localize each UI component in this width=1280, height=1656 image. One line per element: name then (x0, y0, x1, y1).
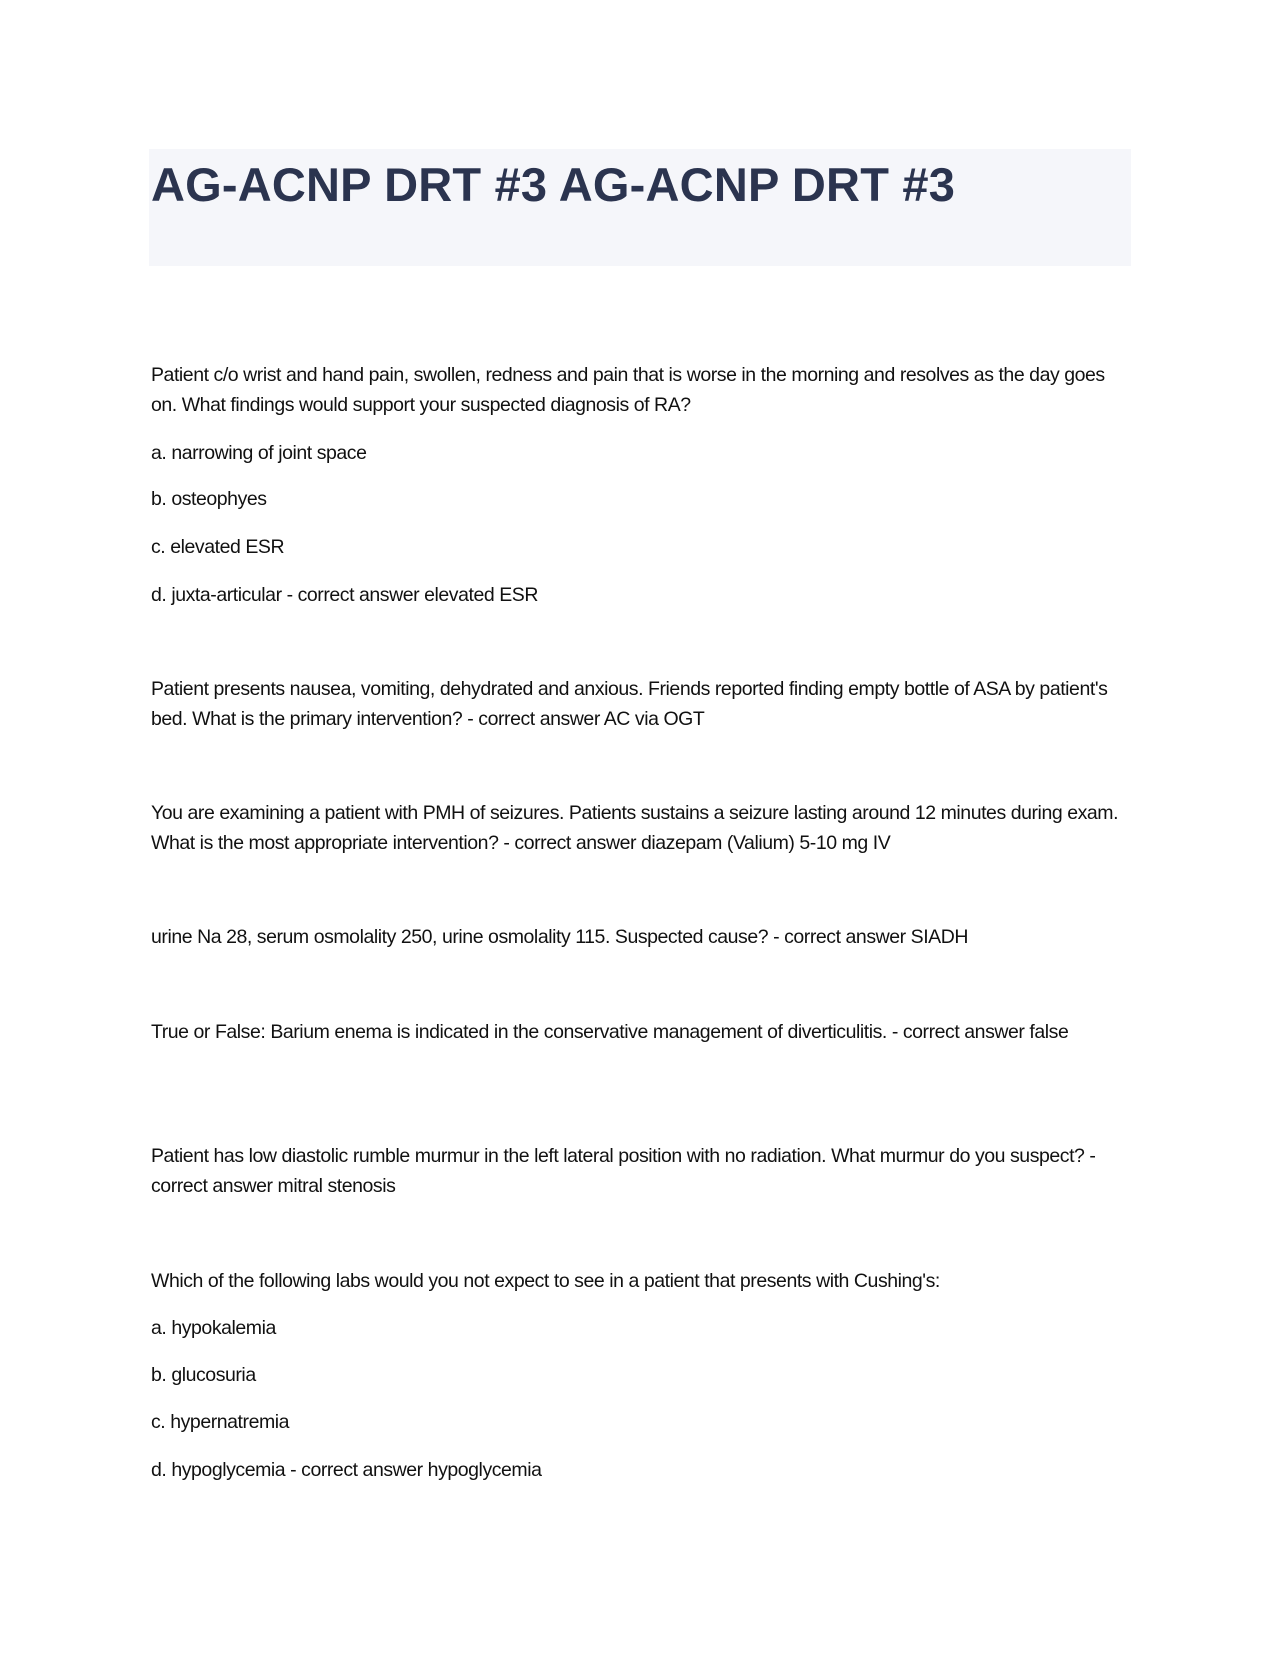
question-7-option-a: a. hypokalemia (151, 1317, 276, 1339)
title-banner (149, 149, 1131, 266)
question-7: Which of the following labs would you not expect to see in a patient that presents with Cushing's: (151, 1270, 940, 1292)
question-1: Patient c/o wrist and hand pain, swollen, redness and pain that is worse in the morning and resolves as the day goes on. What findings would support your suspected diagnosis of RA? (151, 364, 1105, 416)
question-7-option-b: b. glucosuria (151, 1364, 256, 1386)
question-1-option-d: d. juxta-articular - correct answer elevated ESR (151, 584, 538, 606)
question-3: You are examining a patient with PMH of seizures. Patients sustains a seizure lasting around 12 minutes during exam. What is the most appropriate intervention? - correct answer diazepam (Valium) 5-10 mg IV (151, 802, 1119, 854)
question-5: True or False: Barium enema is indicated in the conservative management of diverticulitis. - correct answer false (151, 1021, 1069, 1043)
question-1-option-a: a. narrowing of joint space (151, 442, 367, 464)
question-4: urine Na 28, serum osmolality 250, urine osmolality 115. Suspected cause? - correct answer SIADH (151, 926, 968, 948)
question-1-option-c: c. elevated ESR (151, 536, 285, 558)
document-title: AG-ACNP DRT #3 AG-ACNP DRT #3 (151, 158, 956, 211)
question-7-option-d: d. hypoglycemia - correct answer hypoglycemia (151, 1459, 542, 1481)
question-2: Patient presents nausea, vomiting, dehydrated and anxious. Friends reported finding empty bottle of ASA by patient's bed. What is the primary intervention? - correct answer AC via OGT (151, 678, 1108, 730)
question-6: Patient has low diastolic rumble murmur in the left lateral position with no radiation. What murmur do you suspect? - correct answer mitral stenosis (151, 1145, 1096, 1197)
question-7-option-c: c. hypernatremia (151, 1411, 290, 1433)
question-1-option-b: b. osteophyes (151, 488, 267, 510)
